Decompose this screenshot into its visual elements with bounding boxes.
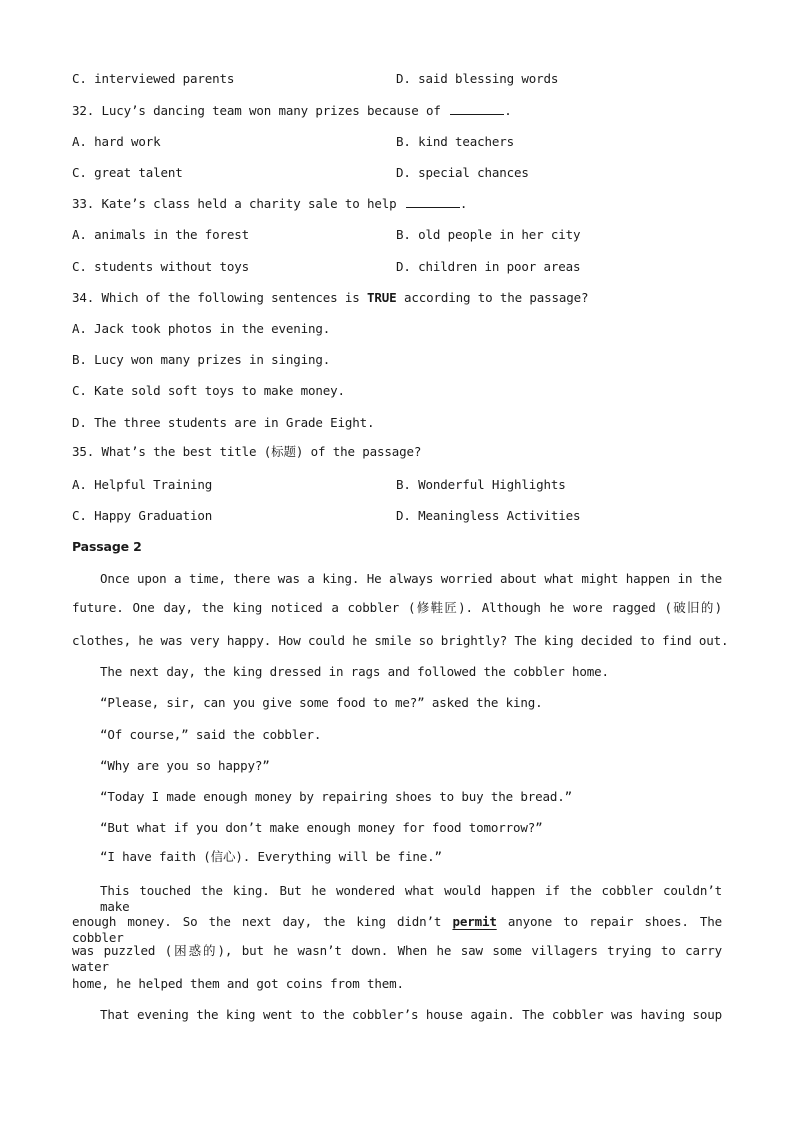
dialogue-line-3: “Why are you so happy?”	[100, 758, 270, 773]
q31-option-c: C. interviewed parents	[72, 71, 235, 86]
q32-option-c: C. great talent	[72, 165, 183, 180]
q34-option-a: A. Jack took photos in the evening.	[72, 321, 331, 336]
answer-blank	[450, 103, 504, 115]
q35-option-b: B. Wonderful Highlights	[396, 477, 566, 492]
q32-stem-text: 32. Lucy’s dancing team won many prizes because of	[72, 103, 441, 118]
q33-stem	[72, 196, 467, 212]
paragraph-3-line-4: home, he helped them and got coins from them.	[72, 976, 404, 991]
q34-stem-b: according to the passage?	[403, 290, 589, 305]
passage-heading: Passage 2	[72, 539, 142, 554]
answer-blank	[406, 196, 460, 208]
paragraph-1-line-1: Once upon a time, there was a king. He always worried about what might happen in the	[100, 571, 722, 586]
q32-stem-end: .	[504, 103, 512, 118]
dialogue-line-4: “Today I made enough money by repairing shoes to buy the bread.”	[100, 789, 573, 804]
q32-stem	[72, 103, 512, 119]
paragraph-3-line-1: This touched the king. But he wondered what would happen if the cobbler couldn’t make	[100, 883, 722, 914]
vocabulary-target-word: permit	[452, 914, 497, 929]
q33-option-c: C. students without toys	[72, 259, 250, 274]
paragraph-1-line-3: clothes, he was very happy. How could he smile so brightly? The king decided to find out.	[72, 633, 729, 648]
q35-stem: 35. What’s the best title (标题) of the passage?	[72, 444, 422, 459]
paragraph-3-line-3: was puzzled (困惑的), but he wasn’t down. When he saw some villagers trying to carry water	[72, 943, 722, 974]
dialogue-line-1: “Please, sir, can you give some food to me?” asked the king.	[100, 695, 543, 710]
dialogue-line-2: “Of course,” said the cobbler.	[100, 727, 322, 742]
paragraph-3-line-2-a: enough money. So the next day, the king didn’t	[72, 914, 442, 929]
q32-option-b: B. kind teachers	[396, 134, 515, 149]
q33-stem-text: 33. Kate’s class held a charity sale to help	[72, 196, 397, 211]
paragraph-4-line-1: That evening the king went to the cobbler’s house again. The cobbler was having soup	[100, 1007, 722, 1022]
q34-stem	[72, 290, 588, 306]
paragraph-3-line-2-b: anyone to repair shoes. The cobbler	[72, 914, 722, 945]
q34-option-d: D. The three students are in Grade Eight.	[72, 415, 375, 430]
q34-stem-emphasis: TRUE	[367, 290, 397, 305]
q35-option-d: D. Meaningless Activities	[396, 508, 581, 523]
q33-option-b: B. old people in her city	[396, 227, 581, 242]
q34-option-b: B. Lucy won many prizes in singing.	[72, 352, 331, 367]
q33-option-d: D. children in poor areas	[396, 259, 581, 274]
q32-option-d: D. special chances	[396, 165, 529, 180]
q35-option-c: C. Happy Graduation	[72, 508, 213, 523]
q35-option-a: A. Helpful Training	[72, 477, 213, 492]
q34-stem-a: 34. Which of the following sentences is	[72, 290, 360, 305]
q34-option-c: C. Kate sold soft toys to make money.	[72, 383, 345, 398]
q33-stem-end: .	[459, 196, 468, 211]
paragraph-3-line-2	[72, 914, 722, 946]
dialogue-line-6: “I have faith (信心). Everything will be fine.”	[100, 849, 442, 864]
q31-option-d: D. said blessing words	[396, 71, 559, 86]
dialogue-line-5: “But what if you don’t make enough money for food tomorrow?”	[100, 820, 543, 835]
paragraph-1-line-2: future. One day, the king noticed a cobbler (修鞋匠). Although he wore ragged (破旧的)	[72, 600, 722, 615]
q33-option-a: A. animals in the forest	[72, 227, 250, 242]
paragraph-2: The next day, the king dressed in rags and followed the cobbler home.	[100, 664, 609, 679]
q32-option-a: A. hard work	[72, 134, 161, 149]
